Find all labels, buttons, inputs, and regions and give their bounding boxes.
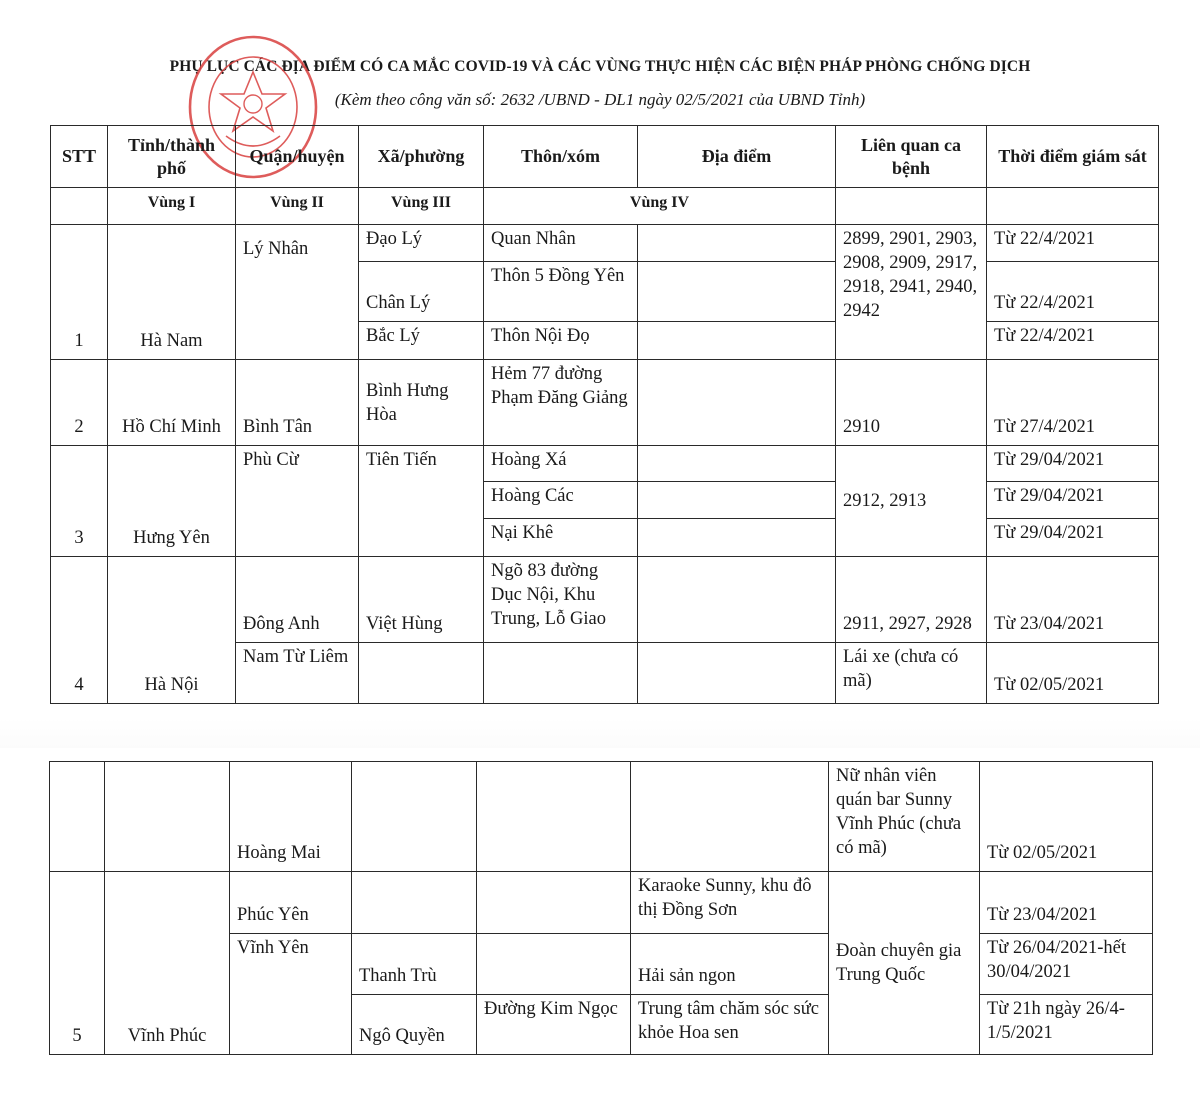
- cases-cell: Lái xe (chưa có mã): [836, 643, 987, 704]
- district-cell: Phù Cừ: [236, 446, 359, 557]
- village-cell: Hoàng Xá: [484, 446, 638, 482]
- location-cell: [638, 360, 836, 446]
- header-ward: Xã/phường: [359, 126, 484, 188]
- village-cell: [477, 872, 631, 934]
- location-cell: [638, 482, 836, 519]
- zone-2: Vùng II: [236, 188, 359, 225]
- stt-cell: 2: [51, 360, 108, 446]
- header-village: Thôn/xóm: [484, 126, 638, 188]
- time-cell: Từ 22/4/2021: [987, 225, 1159, 262]
- time-cell: Từ 27/4/2021: [987, 360, 1159, 446]
- header-district: Quận/huyện: [236, 126, 359, 188]
- header-related-cases: Liên quan ca bệnh: [836, 126, 987, 188]
- ward-cell: Chân Lý: [359, 262, 484, 322]
- cases-cell: 2911, 2927, 2928: [836, 557, 987, 643]
- header-location: Địa điểm: [638, 126, 836, 188]
- location-cell: Hải sản ngon: [631, 934, 829, 995]
- village-cell: Thôn 5 Đồng Yên: [484, 262, 638, 322]
- ward-cell: Tiên Tiến: [359, 446, 484, 557]
- header-province: Tỉnh/thành phố: [108, 126, 236, 188]
- cases-cell: Đoàn chuyên gia Trung Quốc: [829, 872, 980, 1055]
- district-cell: Vĩnh Yên: [230, 934, 352, 1055]
- district-cell: Nam Từ Liêm: [236, 643, 359, 704]
- location-cell: [631, 762, 829, 872]
- village-cell: [477, 762, 631, 872]
- ward-cell: Ngô Quyền: [352, 995, 477, 1055]
- zone-empty: [987, 188, 1159, 225]
- ward-cell: Đạo Lý: [359, 225, 484, 262]
- ward-cell: Bình Hưng Hòa: [359, 360, 484, 446]
- location-cell: [638, 262, 836, 322]
- stt-cell: [50, 762, 105, 872]
- zone-empty: [51, 188, 108, 225]
- location-cell: [638, 557, 836, 643]
- time-cell: Từ 22/4/2021: [987, 262, 1159, 322]
- province-cell: Vĩnh Phúc: [105, 872, 230, 1055]
- document-subtitle: (Kèm theo công văn số: 2632 /UBND - DL1 ngày 02/5/2021 của UBND Tỉnh): [334, 90, 866, 109]
- stt-cell: 5: [50, 872, 105, 1055]
- location-cell: Karaoke Sunny, khu đô thị Đồng Sơn: [631, 872, 829, 934]
- stt-cell: 4: [51, 557, 108, 704]
- ward-cell: Thanh Trù: [352, 934, 477, 995]
- province-cell: [105, 762, 230, 872]
- village-cell: Nại Khê: [484, 519, 638, 557]
- village-cell: [484, 643, 638, 704]
- province-cell: Hà Nội: [108, 557, 236, 704]
- location-cell: [638, 519, 836, 557]
- location-cell: [638, 643, 836, 704]
- zone-4: Vùng IV: [484, 188, 836, 225]
- village-cell: Quan Nhân: [484, 225, 638, 262]
- ward-cell: Bắc Lý: [359, 322, 484, 360]
- time-cell: Từ 02/05/2021: [987, 643, 1159, 704]
- village-cell: [477, 934, 631, 995]
- location-cell: Trung tâm chăm sóc sức khỏe Hoa sen: [631, 995, 829, 1055]
- district-cell: Đông Anh: [236, 557, 359, 643]
- ward-cell: [359, 643, 484, 704]
- zone-3: Vùng III: [359, 188, 484, 225]
- district-cell: Bình Tân: [236, 360, 359, 446]
- cases-table-part2: [49, 761, 1153, 1055]
- province-cell: Hưng Yên: [108, 446, 236, 557]
- zone-1: Vùng I: [108, 188, 236, 225]
- time-cell: Từ 02/05/2021: [980, 762, 1153, 872]
- document-title: PHỤ LỤC CÁC ĐỊA ĐIỂM CÓ CA MẮC COVID-19 VÀ CÁC VÙNG THỰC HIỆN CÁC BIỆN PHÁP PHÒNG CHỐNG DỊCH: [169, 58, 1031, 75]
- location-cell: [638, 446, 836, 482]
- stt-cell: 1: [51, 225, 108, 360]
- province-cell: Hồ Chí Minh: [108, 360, 236, 446]
- village-cell: Ngõ 83 đường Dục Nội, Khu Trung, Lỗ Giao: [484, 557, 638, 643]
- cases-cell: 2899, 2901, 2903, 2908, 2909, 2917, 2918, 2941, 2940, 2942: [836, 225, 987, 360]
- cases-cell: 2912, 2913: [836, 446, 987, 557]
- village-cell: Hẻm 77 đường Phạm Đăng Giảng: [484, 360, 638, 446]
- time-cell: Từ 22/4/2021: [987, 322, 1159, 360]
- cases-cell: 2910: [836, 360, 987, 446]
- time-cell: Từ 29/04/2021: [987, 446, 1159, 482]
- page-break-gap: [0, 718, 1200, 748]
- time-cell: Từ 29/04/2021: [987, 482, 1159, 519]
- location-cell: [638, 225, 836, 262]
- district-cell: Lý Nhân: [236, 225, 359, 360]
- time-cell: Từ 21h ngày 26/4-1/5/2021: [980, 995, 1153, 1055]
- location-cell: [638, 322, 836, 360]
- time-cell: Từ 23/04/2021: [980, 872, 1153, 934]
- ward-cell: Việt Hùng: [359, 557, 484, 643]
- cases-cell: Nữ nhân viên quán bar Sunny Vĩnh Phúc (chưa có mã): [829, 762, 980, 872]
- province-cell: Hà Nam: [108, 225, 236, 360]
- district-cell: Phúc Yên: [230, 872, 352, 934]
- time-cell: Từ 23/04/2021: [987, 557, 1159, 643]
- zone-empty: [836, 188, 987, 225]
- village-cell: Đường Kim Ngọc: [477, 995, 631, 1055]
- header-monitoring-time: Thời điểm giám sát: [987, 126, 1159, 188]
- village-cell: Hoàng Các: [484, 482, 638, 519]
- ward-cell: [352, 872, 477, 934]
- cases-table-part1: [50, 125, 1159, 704]
- time-cell: Từ 26/04/2021-hết 30/04/2021: [980, 934, 1153, 995]
- stt-cell: 3: [51, 446, 108, 557]
- ward-cell: [352, 762, 477, 872]
- district-cell: Hoàng Mai: [230, 762, 352, 872]
- header-stt: STT: [51, 126, 108, 188]
- time-cell: Từ 29/04/2021: [987, 519, 1159, 557]
- village-cell: Thôn Nội Đọ: [484, 322, 638, 360]
